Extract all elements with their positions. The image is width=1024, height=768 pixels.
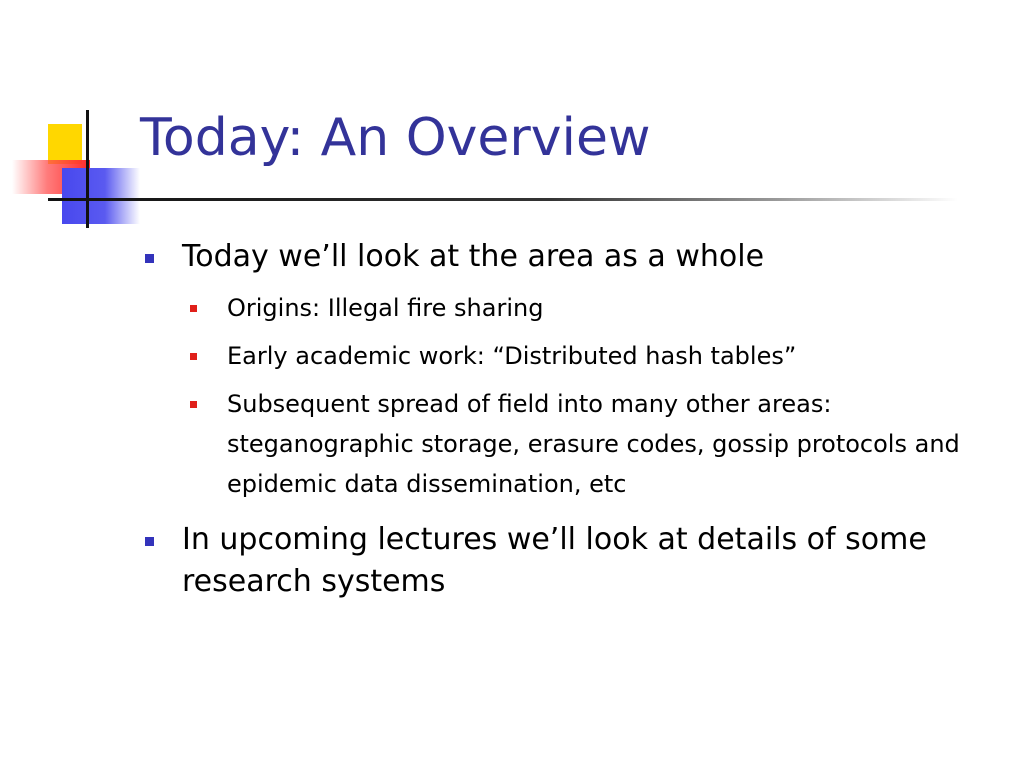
bullet-item [145, 519, 995, 603]
logo-blue-square [62, 168, 140, 224]
title-underline [48, 198, 958, 201]
bullet-marker [145, 537, 154, 546]
logo-vertical-line [86, 110, 89, 228]
logo-yellow-square [48, 124, 82, 164]
bullet-item [145, 236, 995, 505]
sub-bullet-marker [190, 401, 197, 408]
bullet-text: In upcoming lectures we’ll look at details of some research systems [182, 522, 927, 599]
sub-bullet-item [190, 288, 995, 329]
decorative-logo [0, 100, 160, 235]
sub-bullet-text: Origins: Illegal fire sharing [227, 294, 544, 322]
bullet-list [145, 236, 995, 615]
bullet-marker [145, 254, 154, 263]
sub-bullet-item [190, 336, 995, 377]
sub-bullet-text: Early academic work: “Distributed hash tables” [227, 342, 797, 370]
slide-title: Today: An Overview [140, 108, 651, 168]
sub-bullet-text: Subsequent spread of field into many other areas: steganographic storage, erasure codes, gossip protocols and epidemic data dissemination, etc [227, 390, 960, 498]
bullet-text: Today we’ll look at the area as a whole [182, 239, 765, 274]
sub-bullet-marker [190, 305, 197, 312]
sub-bullet-item [190, 384, 995, 505]
sub-bullet-marker [190, 353, 197, 360]
sub-bullet-list [190, 288, 995, 505]
